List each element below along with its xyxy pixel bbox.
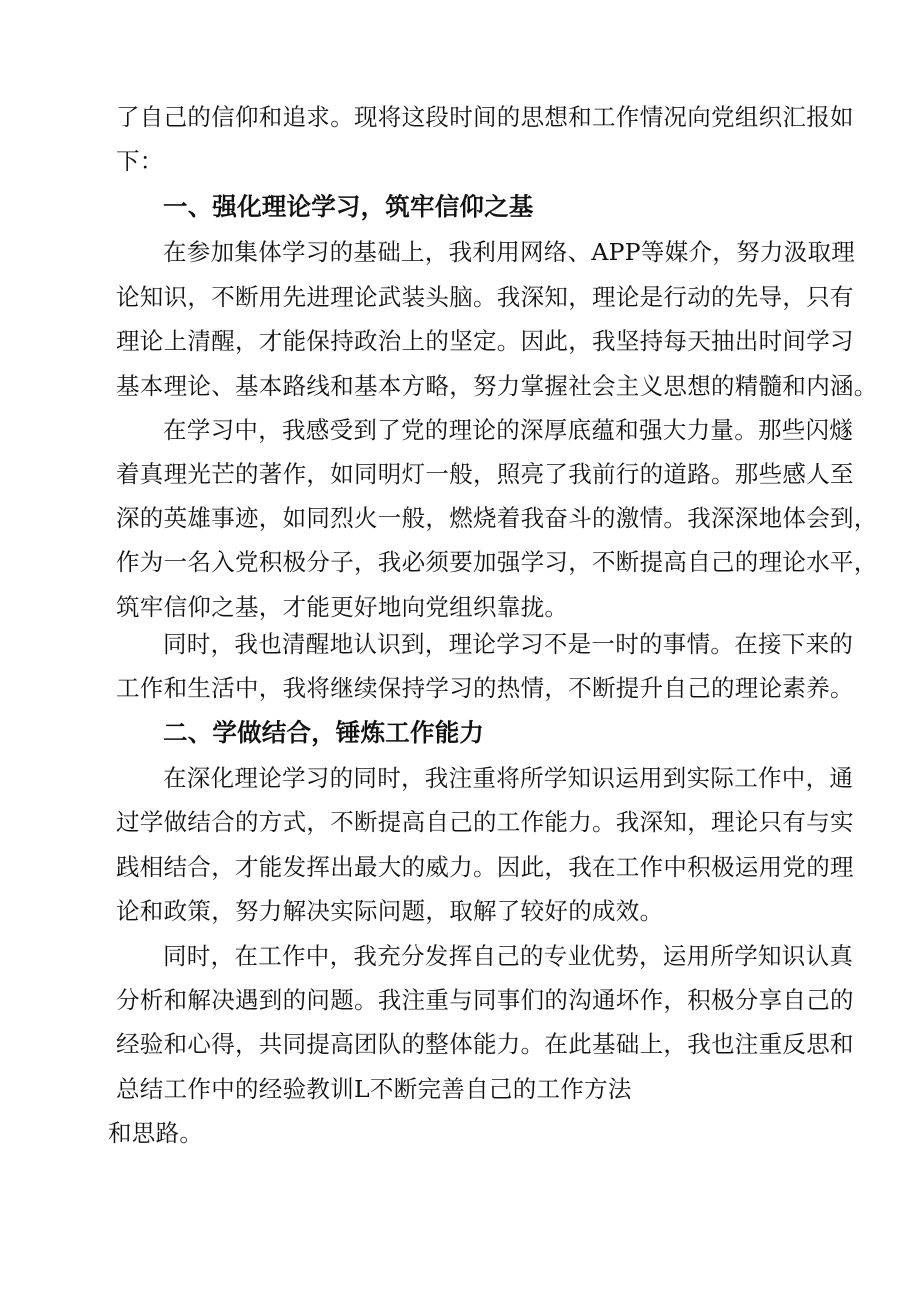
section1-para1-line-4: 基本理论、基本路线和基本方略，努力掌握社会主义思想的精髓和内涵。 (116, 372, 878, 400)
section2-para2-line-4: 总结工作中的经验教训L不断完善自己的工作方法 (116, 1075, 632, 1103)
section2-para2-line-1: 同时，在工作中，我充分发挥自己的专业优势，运用所学知识认真 (163, 942, 854, 970)
section1-para2-line-3: 深的英雄事迹，如同烈火一般，燃烧着我奋斗的激情。我深深地体会到， (116, 504, 878, 532)
section1-para2-line-2: 着真理光芒的著作，如同明灯一般，照亮了我前行的道路。那些感人至 (116, 460, 854, 488)
section1-para2-line-4: 作为一名入党积极分子，我必须要加强学习，不断提高自己的理论水平， (116, 548, 878, 576)
section1-para1-line-2: 论知识，不断用先进理论武装头脑。我深知，理论是行动的先导，只有 (116, 283, 854, 311)
section1-para1-line-3: 理论上清醒，才能保持政治上的坚定。因此，我坚持每天抽出时间学习 (116, 327, 854, 355)
section1-para2-line-1: 在学习中，我感受到了党的理论的深厚底蕴和强大力量。那些闪燧 (163, 416, 854, 444)
section2-para2-line-3: 经验和心得，共同提高团队的整体能力。在此基础上，我也注重反思和 (116, 1030, 854, 1058)
section2-para2-line-5: 和思路。 (108, 1119, 204, 1147)
section2-para1-line-2: 过学做结合的方式，不断提高自己的工作能力。我深知，理论只有与实 (116, 808, 854, 836)
intro-line-2: 下： (116, 147, 164, 175)
section1-para3-line-1: 同时，我也清醒地认识到，理论学习不是一时的事情。在接下来的 (163, 630, 854, 658)
section1-para2-line-5: 筑牢信仰之基，才能更好地向党组织靠拢。 (116, 593, 569, 621)
section2-para1-line-3: 践相结合，才能发挥出最大的威力。因此，我在工作中积极运用党的理 (116, 853, 854, 881)
section2-para2-line-2: 分析和解决遇到的问题。我注重与同事们的沟通坏作，积极分享自己的 (116, 986, 854, 1014)
section1-para3-line-2: 工作和生活中，我将继续保持学习的热情，不断提升自己的理论素养。 (116, 674, 854, 702)
section1-para1-line-1: 在参加集体学习的基础上，我利用网络、APP等媒介，努力汲取理 (163, 238, 856, 266)
section2-para1-line-4: 论和政策，努力解决实际问题，取解了较好的成效。 (116, 897, 664, 925)
section1-heading: 一、强化理论学习，筑牢信仰之基 (163, 192, 534, 221)
intro-line-1: 了自己的信仰和追求。现将这段时间的思想和工作情况向党组织汇报如 (116, 103, 854, 131)
section2-heading: 二、学做结合，锤炼工作能力 (163, 718, 485, 747)
section2-para1-line-1: 在深化理论学习的同时，我注重将所学知识运用到实际工作中，通 (163, 764, 854, 792)
